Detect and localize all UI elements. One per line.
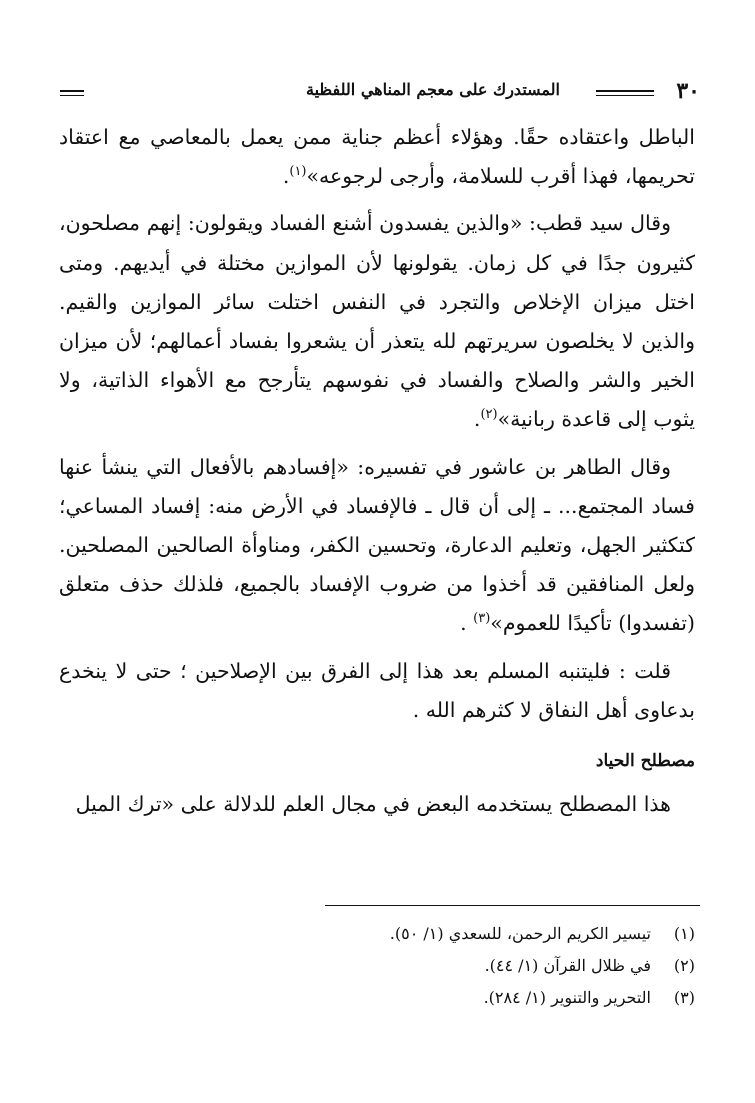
paragraph-1: الباطل واعتقاده حقًا. وهؤلاء أعظم جناية ممن يعمل بالمعاصي مع اعتقاد تحريمها، فهذا أقرب للسلامة، وأرجى لرجوعه»$^{(١)}$. — [59, 125, 695, 189]
paragraph-4: قلت : فليتنبه المسلم بعد هذا إلى الفرق بين الإصلاحين ؛ حتى لا ينخدع بدعاوى أهل النفاق لا كثرهم الله . — [59, 658, 695, 722]
footnote-ref-1: (١) — [289, 164, 307, 180]
section-heading: مصطلح الحياد — [595, 751, 695, 772]
paragraph-2: وقال سيد قطب: «والذين يفسدون أشنع الفساد ويقولون: إنهم مصلحون، كثيرون جدًا في كل زمان. يقولونها لأن الموازين مختلة في أيديهم. ومتى اختل ميزان الإخلاص والتجرد في النفس اختلت سائر الموازين والقيم. والذين لا يخلصون سريرتهم لله يتعذر أن يشعروا بفساد أعمالهم؛ لأن ميزان الخير والشر والصلاح والفساد في نفوسهم يتأرجح مع الأهواء الذاتية، ولا يثوب إلى قاعدة ربانية»$^{(٢)}$. — [59, 211, 695, 432]
footnote-1: (١)تيسير الكريم الرحمن، للسعدي (١/ ٥٠). — [389, 924, 695, 943]
footnotes — [95, 918, 695, 1014]
paragraph-3: وقال الطاهر بن عاشور في تفسيره: «إفسادهم بالأفعال التي ينشأ عنها فساد المجتمع... ـ إلى أن قال ـ فالإفساد في الأرض منه: إفساد المساعي؛ كتكثير الجهل، وتعليم الدعارة، وتحسين الكفر، ومناوأة الصالحين المصلحين. ولعل المنافقين قد أخذوا من ضروب الإفساد بالجميع، فلذلك حذف متعلق (تفسدوا) تأكيدًا للعموم»$^{(٣)}$ . — [59, 454, 695, 636]
footnote-ref-3: (٣) — [473, 611, 491, 627]
page-number: ٣٠ — [676, 78, 700, 104]
footnote-separator — [325, 905, 700, 906]
main-text — [59, 118, 695, 832]
header-rule-right — [596, 90, 654, 96]
paragraph-5: هذا المصطلح يستخدمه البعض في مجال العلم للدلالة على «ترك الميل — [75, 792, 671, 817]
running-title: المستدرك على معجم المناهي اللفظية — [306, 80, 560, 99]
footnote-ref-2: (٢) — [480, 407, 498, 423]
page-header — [60, 78, 700, 108]
footnote-2: (٢)في ظلال القرآن (١/ ٤٤). — [484, 956, 695, 975]
footnote-3: (٣)التحرير والتنوير (١/ ٢٨٤). — [483, 988, 695, 1007]
header-rule-left — [60, 90, 84, 96]
